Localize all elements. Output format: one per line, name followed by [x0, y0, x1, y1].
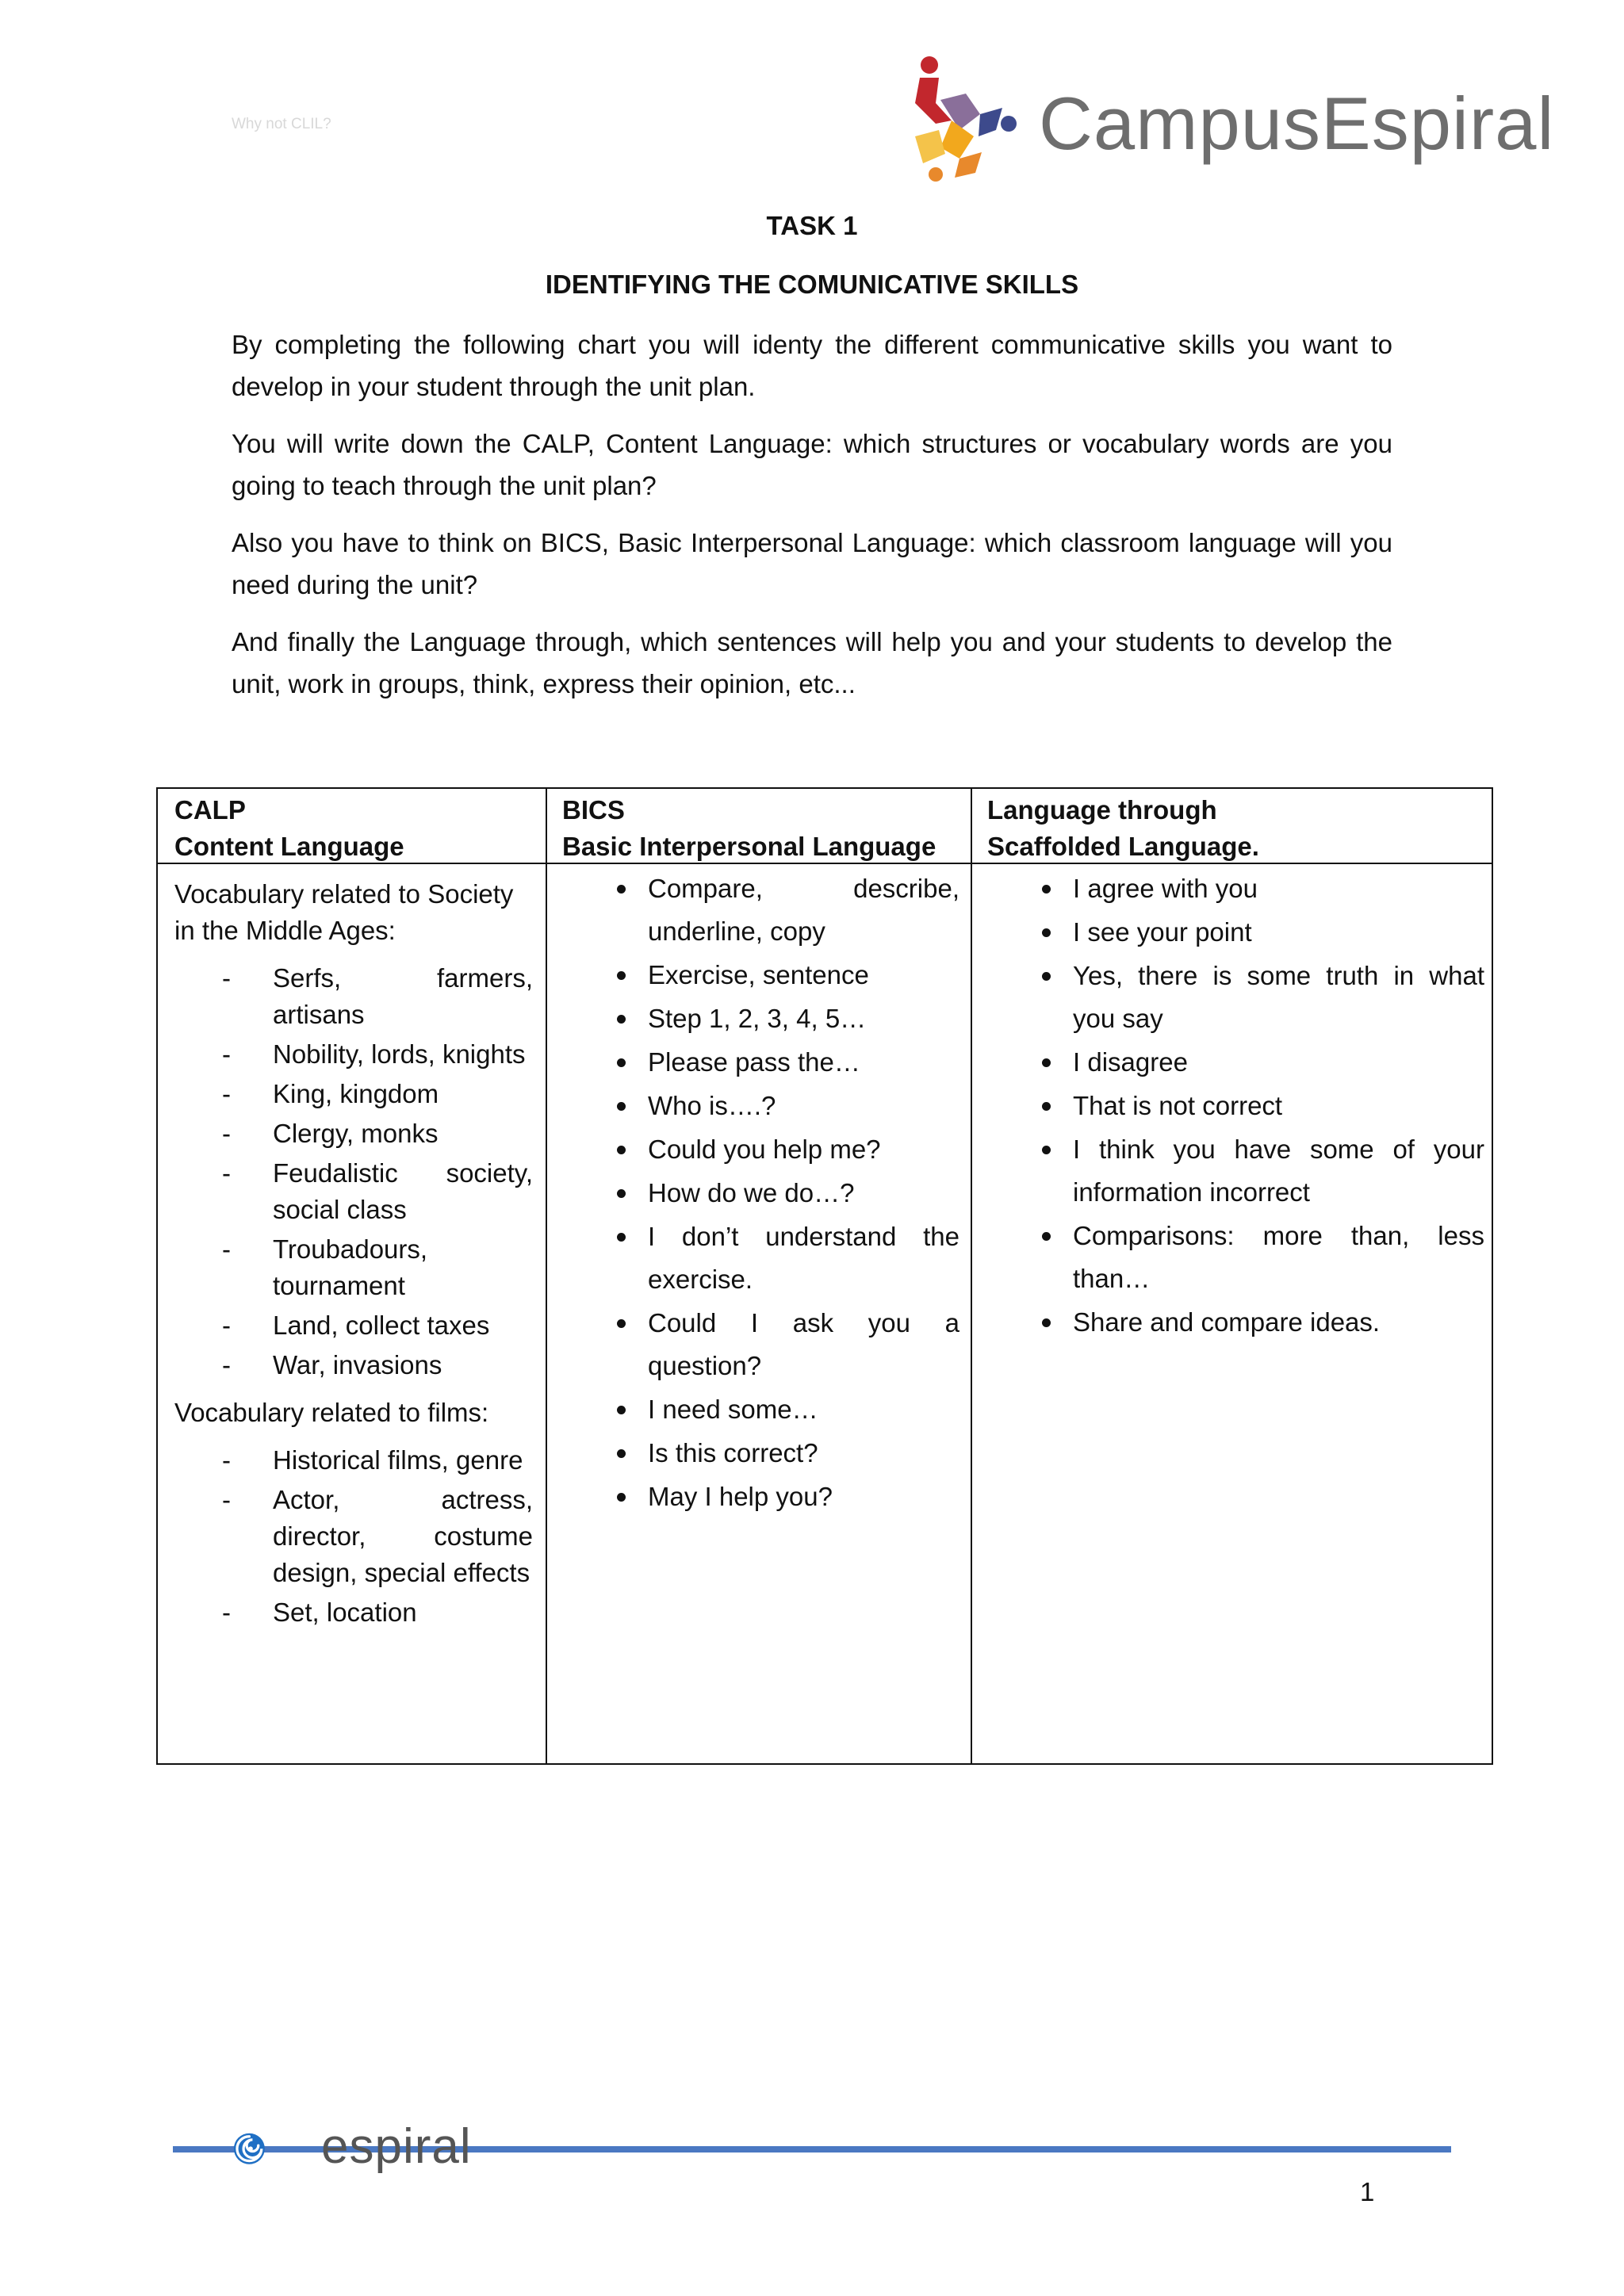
- intro-paragraph: And finally the Language through, which sentences will help you and your students to develop the unit, work in groups, think, express their opinion, etc...: [232, 627, 1392, 698]
- list-item: - Serfs, farmers, artisans: [222, 963, 533, 1029]
- list-item: - Clergy, monks: [222, 1119, 439, 1148]
- list-item: I think you have some of your information incorrect: [972, 1128, 1484, 1214]
- list-item: - King, kingdom: [222, 1079, 439, 1108]
- calp-cell: [174, 876, 533, 1642]
- calp-films-list: [174, 1442, 533, 1631]
- list-item: Who is….?: [547, 1085, 959, 1127]
- list-item: I disagree: [972, 1041, 1484, 1084]
- intro-paragraph: By completing the following chart you will identy the different communicative skills you want to develop in your student through the unit plan.: [232, 330, 1392, 401]
- list-item: - Land, collect taxes: [222, 1311, 490, 1340]
- list-item: Exercise, sentence: [547, 954, 959, 997]
- header-calp: CALP Content Language: [174, 795, 404, 861]
- header-bics: BICS Basic Interpersonal Language: [562, 795, 936, 861]
- list-item: - Feudalistic society, social class: [222, 1158, 533, 1224]
- intro-text: [232, 323, 1392, 720]
- list-item: - Set, location: [222, 1598, 417, 1627]
- intro-paragraph: Also you have to think on BICS, Basic Interpersonal Language: which classroom language will you need during the unit?: [232, 528, 1392, 599]
- intro-paragraph: You will write down the CALP, Content Language: which structures or vocabulary words are you going to teach through the unit plan?: [232, 429, 1392, 500]
- list-item: I need some…: [547, 1388, 959, 1431]
- list-item: How do we do…?: [547, 1172, 959, 1215]
- list-item: Could I ask you a question?: [547, 1302, 959, 1387]
- list-item: Could you help me?: [547, 1128, 959, 1171]
- calp-intro: Vocabulary related to Society in the Middle Ages:: [174, 879, 514, 945]
- list-item: Please pass the…: [547, 1041, 959, 1084]
- list-item: Yes, there is some truth in what you say: [972, 955, 1484, 1040]
- calp-society-list: [174, 960, 533, 1383]
- list-item: I see your point: [972, 911, 1484, 954]
- header-note: Why not CLIL?: [232, 116, 331, 132]
- task-title: TASK 1: [766, 211, 858, 240]
- campus-espiral-mark-icon: [904, 48, 1043, 186]
- list-item: Comparisons: more than, less than…: [972, 1215, 1484, 1300]
- list-item: - War, invasions: [222, 1350, 442, 1380]
- list-item: - Nobility, lords, knights: [222, 1039, 526, 1069]
- footer-logo-word: espiral: [321, 2119, 472, 2174]
- header-language-through: Language through Scaffolded Language.: [987, 795, 1259, 861]
- list-item: Step 1, 2, 3, 4, 5…: [547, 997, 959, 1040]
- list-item: Compare, describe, underline, copy: [547, 867, 959, 953]
- list-item: I don’t understand the exercise.: [547, 1215, 959, 1301]
- list-item: That is not correct: [972, 1085, 1484, 1127]
- campus-espiral-logo: [904, 48, 1555, 186]
- page-number: 1: [1360, 2177, 1375, 2206]
- bics-cell: [547, 867, 959, 1519]
- espiral-swirl-icon: [230, 2101, 333, 2195]
- list-item: May I help you?: [547, 1475, 959, 1518]
- list-item: - Historical films, genre: [222, 1445, 523, 1475]
- list-item: Share and compare ideas.: [972, 1301, 1484, 1344]
- list-item: - Troubadours, tournament: [222, 1234, 428, 1300]
- language-through-cell: [972, 867, 1484, 1345]
- task-subtitle: IDENTIFYING THE COMUNICATIVE SKILLS: [545, 270, 1079, 299]
- language-through-list: [972, 867, 1484, 1344]
- list-item: Is this correct?: [547, 1432, 959, 1475]
- calp-films-intro: Vocabulary related to films:: [174, 1398, 489, 1427]
- list-item: - Actor, actress, director, costume design, special effects: [222, 1485, 533, 1587]
- list-item: I agree with you: [972, 867, 1484, 910]
- skills-table: [156, 787, 1493, 1765]
- brand-name: CampusEspiral: [1039, 82, 1555, 165]
- bics-list: [547, 867, 959, 1518]
